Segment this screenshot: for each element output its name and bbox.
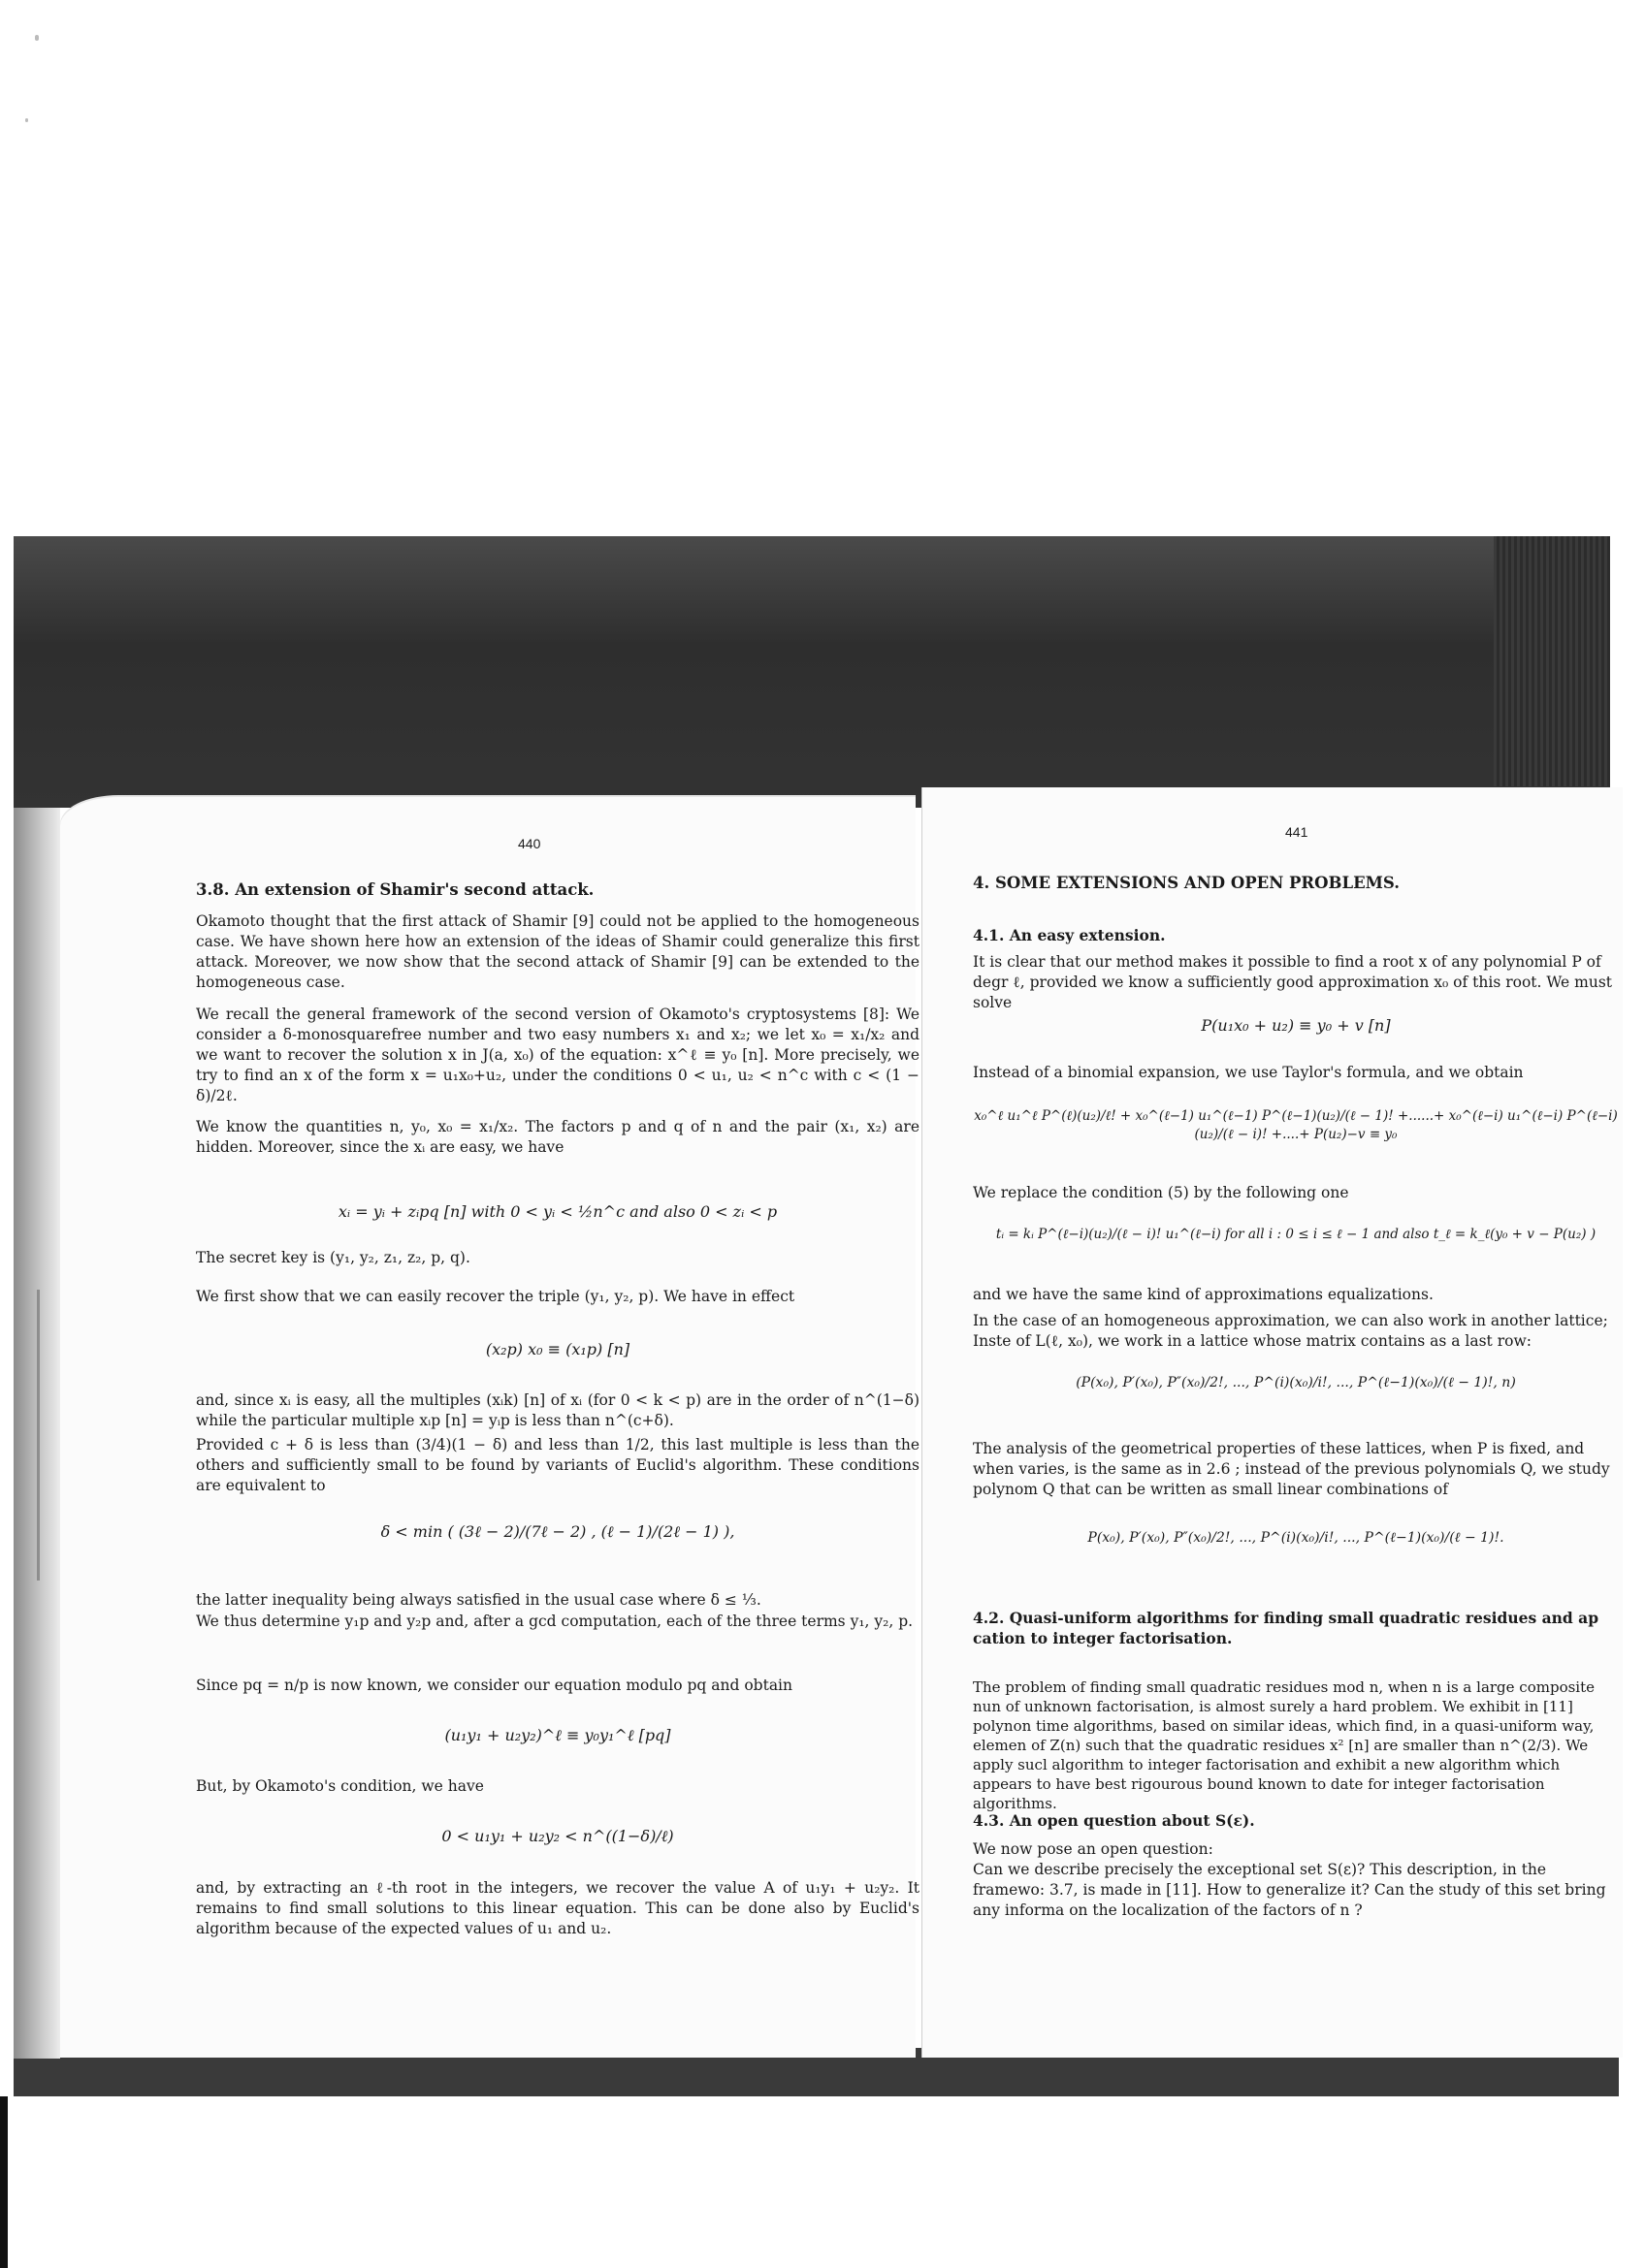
paragraph: Since pq = n/p is now known, we consider our equation modulo pq and obtain (196, 1677, 792, 1694)
formula: (u₁y₁ + u₂y₂)^ℓ ≡ y₀y₁^ℓ [pq] (444, 1726, 671, 1744)
paragraph: We know the quantities n, y₀, x₀ = x₁/x₂. The factors p and q of n and the pair (x₁, x₂) are hidden. Moreover, since the xᵢ are easy, we have (196, 1118, 919, 1156)
subsection-heading: 4.2. Quasi-uniform algorithms for finding small quadratic residues and ap cation to integer factorisation. (973, 1609, 1599, 1647)
formula: tᵢ = kᵢ P^(ℓ−i)(u₂)/(ℓ − i)! u₁^(ℓ−i) for all i : 0 ≤ i ≤ ℓ − 1 and also t_ℓ = k_ℓ(y₀ + v − P(u₂) ) (995, 1227, 1597, 1242)
paragraph: We now pose an open question: (973, 1840, 1213, 1858)
formula: 0 < u₁y₁ + u₂y₂ < n^((1−δ)/ℓ) (441, 1827, 674, 1845)
formula: P(x₀), P′(x₀), P″(x₀)/2!, ..., P^(i)(x₀)/i!, ..., P^(ℓ−1)(x₀)/(ℓ − 1)!. (1087, 1530, 1504, 1546)
paragraph: the latter inequality being always satisfied in the usual case where δ ≤ ⅓. (196, 1591, 761, 1609)
paragraph: and we have the same kind of approximations equalizations. (973, 1286, 1434, 1303)
scanner-dark-band (14, 536, 1610, 808)
subsection-heading: 4.1. An easy extension. (973, 926, 1166, 944)
paragraph: But, by Okamoto's condition, we have (196, 1777, 484, 1795)
section-heading: 4. SOME EXTENSIONS AND OPEN PROBLEMS. (973, 874, 1400, 892)
page-number: 440 (518, 836, 541, 851)
paragraph: The analysis of the geometrical properties of these lattices, when P is fixed, and when varies, is the same as in 2.6 ; instead of the previous polynomials Q, we study polynom Q that can be written as small linear combinations of (973, 1440, 1610, 1498)
formula: P(u₁x₀ + u₂) ≡ y₀ + v [n] (1201, 1016, 1391, 1035)
page-number: 441 (1285, 824, 1308, 840)
paragraph: and, by extracting an ℓ-th root in the integers, we recover the value A of u₁y₁ + u₂y₂. It remains to find small solutions to this linear equation. This can be done also by Euclid's algorithm because of the expected values of u₁ and u₂. (196, 1879, 919, 1937)
formula: xᵢ = yᵢ + zᵢpq [n] with 0 < yᵢ < ½n^c and also 0 < zᵢ < p (338, 1202, 778, 1221)
formula: δ < min ( (3ℓ − 2)/(7ℓ − 2) , (ℓ − 1)/(2ℓ − 1) ), (380, 1522, 735, 1541)
paragraph: Provided c + δ is less than (3/4)(1 − δ) and less than 1/2, this last multiple is less than the others and sufficiently small to be found by variants of Euclid's algorithm. These conditions are equivalent to (196, 1436, 919, 1494)
formula: x₀^ℓ u₁^ℓ P^(ℓ)(u₂)/ℓ! + x₀^(ℓ−1) u₁^(ℓ−1) P^(ℓ−1)(u₂)/(ℓ − 1)! +......+ x₀^(ℓ−i) u₁^(ℓ−i) P^(ℓ−i)(u₂)/(ℓ − i)! +....+ P(u₂)−v ≡ y₀ (974, 1108, 1618, 1142)
section-heading: 3.8. An extension of Shamir's second attack. (196, 880, 595, 899)
paragraph: We first show that we can easily recover the triple (y₁, y₂, p). We have in effect (196, 1288, 795, 1305)
subsection-heading: 4.3. An open question about S(ε). (973, 1811, 1255, 1830)
scanner-edge-stripes (1494, 536, 1610, 786)
paragraph: The secret key is (y₁, y₂, z₁, z₂, p, q). (196, 1249, 470, 1266)
left-page (60, 797, 919, 2058)
paragraph: We thus determine y₁p and y₂p and, after a gcd computation, each of the three terms y₁, y₂, p. (196, 1613, 914, 1630)
paragraph: Can we describe precisely the exceptional set S(ε)? This description, in the framewo: 3.7, is made in [11]. How to generalize it? Can the study of this set bring any informa on the localization of the factors of n ? (973, 1861, 1606, 1919)
paragraph: Instead of a binomial expansion, we use Taylor's formula, and we obtain (973, 1064, 1524, 1081)
paragraph: Okamoto thought that the first attack of Shamir [9] could not be applied to the homogeneous case. We have shown here how an extension of the ideas of Shamir could generalize this first attack. Moreover, we now show that the second attack of Shamir [9] can be extended to the homogeneous case. (196, 912, 919, 991)
paragraph: We replace the condition (5) by the following one (973, 1184, 1349, 1201)
paragraph: In the case of an homogeneous approximation, we can also work in another lattice; Inste of L(ℓ, x₀), we work in a lattice whose matrix contains as a last row: (973, 1312, 1608, 1350)
paragraph: The problem of finding small quadratic residues mod n, when n is a large composite nun of unknown factorisation, is almost surely a hard problem. We exhibit in [11] polynon time algorithms, based on similar ideas, which find, in a quasi-uniform way, elemen of Z(n) such that the quadratic residues x² [n] are smaller than n^(2/3). We apply sucl algorithm to integer factorisation and exhibit a new algorithm which appears to have best rigourous bound known to date for integer factorisation algorithms. (973, 1678, 1595, 1812)
paragraph: and, since xᵢ is easy, all the multiples (xᵢk) [n] of xᵢ (for 0 < k < p) are in the order of n^(1−δ) while the particular multiple xᵢp [n] = yᵢp is less than n^(c+δ). (196, 1391, 919, 1429)
right-page (921, 787, 1623, 2058)
scanner-corner-shadow (0, 2096, 8, 2268)
formula: (P(x₀), P′(x₀), P″(x₀)/2!, ..., P^(i)(x₀)/i!, ..., P^(ℓ−1)(x₀)/(ℓ − 1)!, n) (1076, 1375, 1516, 1390)
paragraph: It is clear that our method makes it possible to find a root x of any polynomial P of degr ℓ, provided we know a sufficiently good approximation x₀ of this root. We must solve (973, 953, 1612, 1011)
scan-speck (25, 118, 28, 122)
paragraph: We recall the general framework of the second version of Okamoto's cryptosystems [8]: We consider a δ-monosquarefree number and two easy numbers x₁ and x₂; we let x₀ = x₁/x₂ and we want to recover the solution x in J(a, x₀) of the equation: x^ℓ ≡ y₀ [n]. More precisely, we try to find an x of the form x = u₁x₀+u₂, under the conditions 0 < u₁, u₂ < n^c with c < (1 − δ)/2ℓ. (196, 1006, 919, 1104)
formula: (x₂p) x₀ ≡ (x₁p) [n] (485, 1340, 630, 1358)
scan-speck (35, 35, 39, 41)
